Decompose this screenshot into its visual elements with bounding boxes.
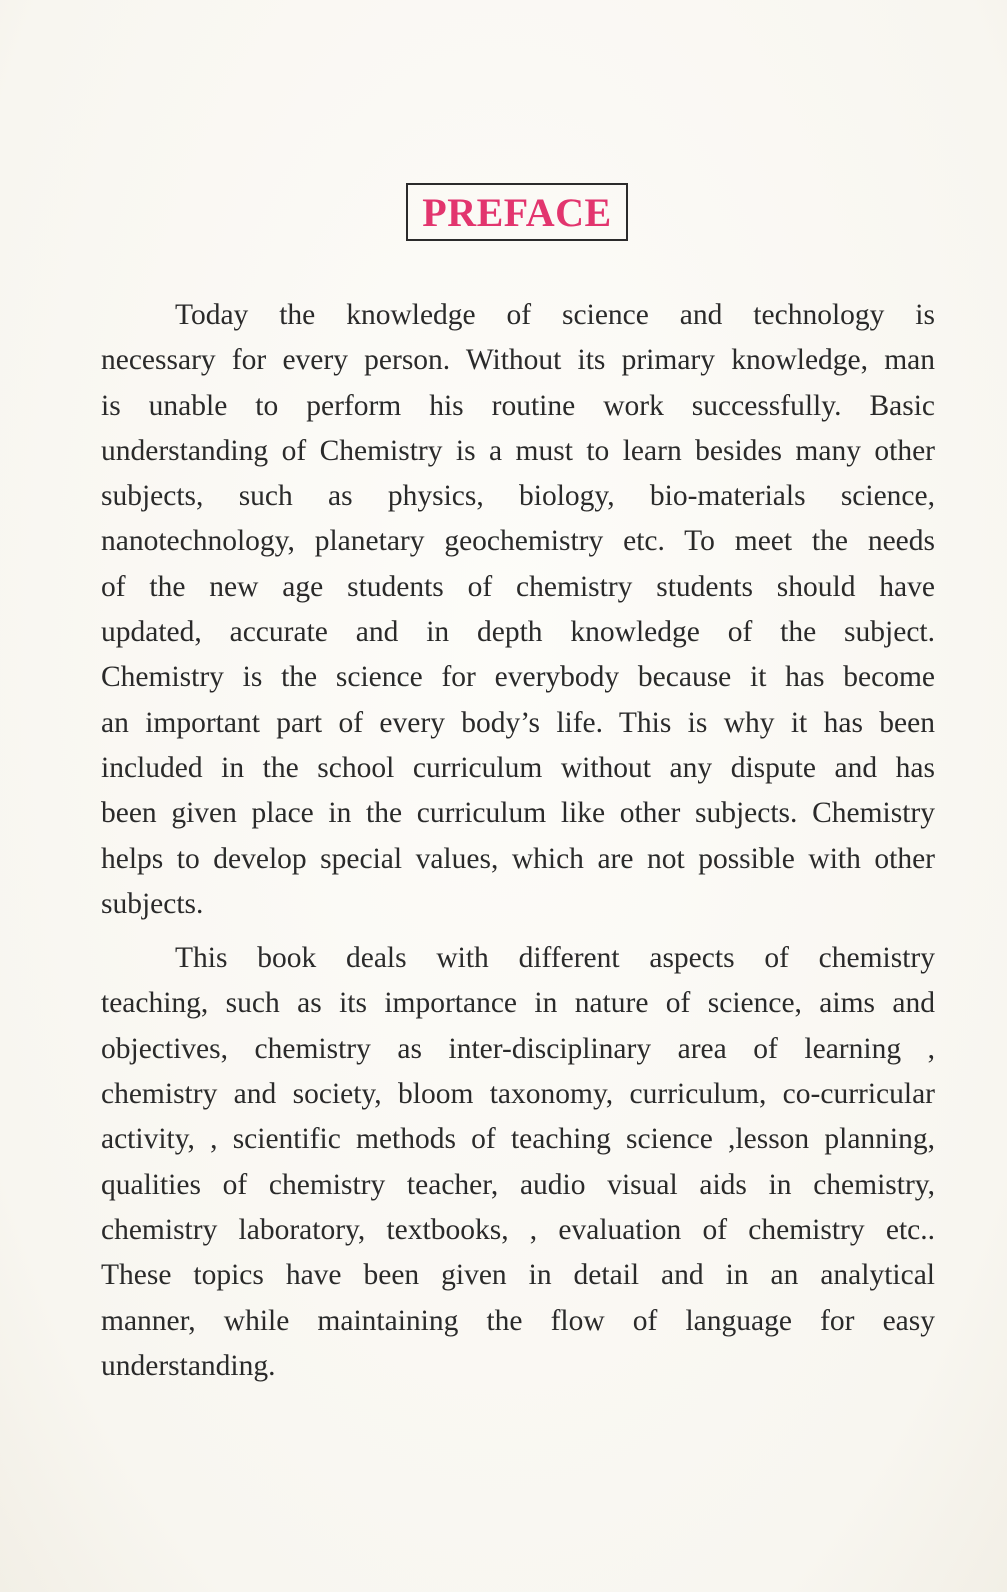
text-line: teaching, such as its importance in nature of science, aims and [101,987,935,1020]
preface-body [101,293,935,1389]
text-line: understanding of Chemistry is a must to learn besides many other [101,434,935,467]
text-line: been given place in the curriculum like other subjects. Chemistry [101,797,935,830]
text-line: included in the school curriculum without any dispute and has [101,751,935,784]
text-line: qualities of chemistry teacher, audio visual aids in chemistry, [101,1168,935,1201]
text-line: chemistry laboratory, textbooks, , evaluation of chemistry etc.. [101,1213,935,1246]
text-line: updated, accurate and in depth knowledge of the subject. [101,616,935,649]
text-line: nanotechnology, planetary geochemistry etc. To meet the needs [101,525,935,558]
text-line: subjects. [101,887,204,920]
text-line: These topics have been given in detail and in an analytical [101,1259,935,1292]
text-line: Chemistry is the science for everybody because it has become [101,661,935,694]
text-line: is unable to perform his routine work successfully. Basic [101,389,935,422]
text-line: of the new age students of chemistry students should have [101,570,935,603]
text-line: This book deals with different aspects of chemistry [175,942,935,975]
text-line: activity, , scientific methods of teaching science ,lesson planning, [101,1123,935,1156]
text-line: manner, while maintaining the flow of language for easy [101,1304,935,1337]
text-line: subjects, such as physics, biology, bio-materials science, [101,480,935,513]
text-line: necessary for every person. Without its primary knowledge, man [101,344,935,377]
text-line: helps to develop special values, which are not possible with other [101,842,935,875]
text-line: an important part of every body’s life. This is why it has been [101,706,935,739]
page-title: PREFACE [422,189,612,235]
paragraph-1 [101,293,935,927]
text-line: objectives, chemistry as inter-disciplinary area of learning , [101,1032,935,1065]
text-line: understanding. [101,1349,276,1382]
title-box [406,183,628,241]
paragraph-2 [101,936,935,1389]
text-line: chemistry and society, bloom taxonomy, curriculum, co-curricular [101,1078,935,1111]
text-line: Today the knowledge of science and technology is [175,299,935,331]
